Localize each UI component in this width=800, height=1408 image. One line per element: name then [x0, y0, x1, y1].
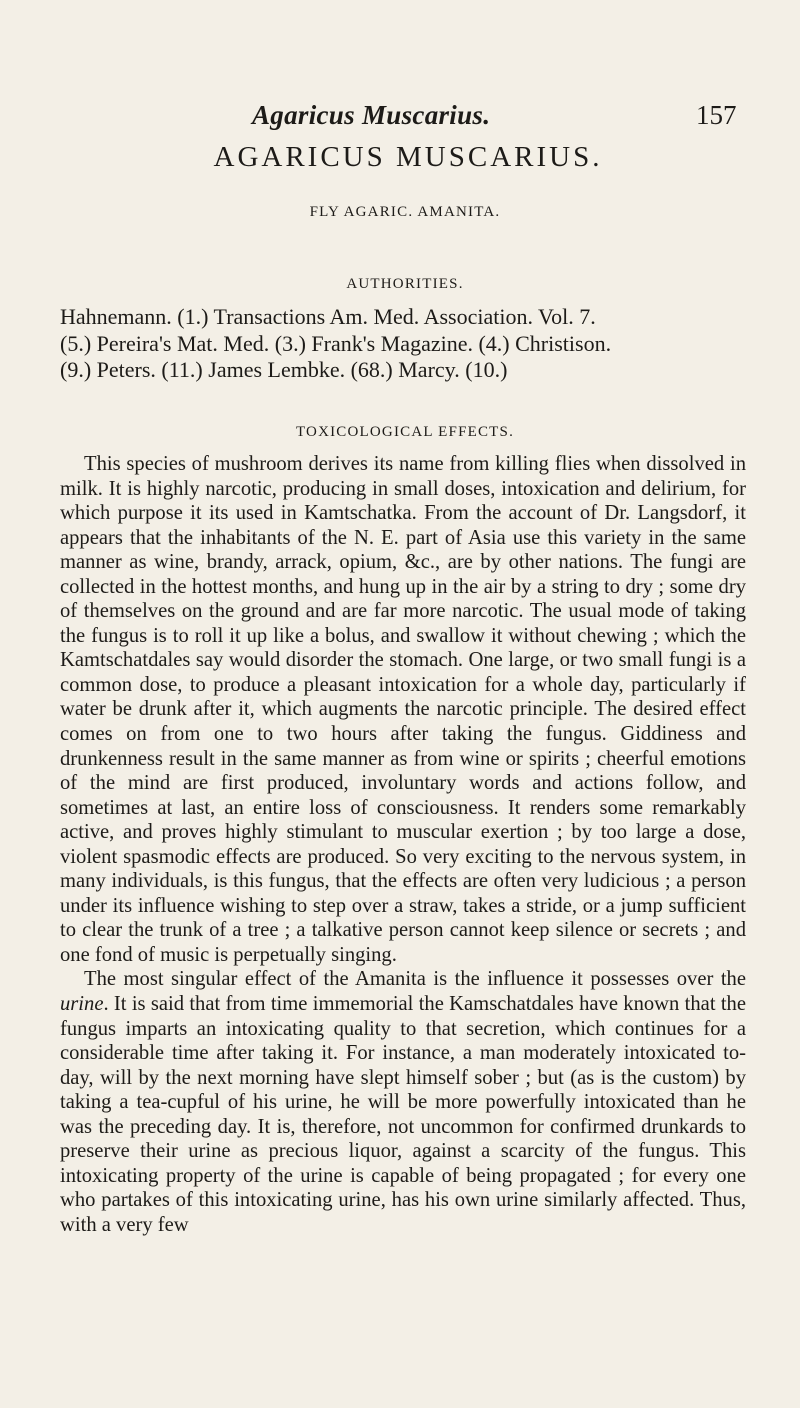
page-title: AGARICUS MUSCARIUS.: [213, 141, 603, 173]
running-title: Agaricus Muscarius.: [252, 100, 491, 130]
authorities-line: (9.) Peters. (11.) James Lembke. (68.) Marcy. (10.): [60, 357, 508, 382]
authorities-list: [60, 304, 746, 384]
subtitle: FLY AGARIC. AMANITA.: [309, 204, 501, 220]
toxicological-heading: TOXICOLOGICAL EFFECTS.: [295, 424, 515, 440]
authorities-line: (5.) Pereira's Mat. Med. (3.) Frank's Magazine. (4.) Christison.: [60, 330, 612, 356]
paragraph-text: . It is said that from time immemorial the Kamschatdales have known that the fungus imparts an intoxicating quality to that secretion, which continues for a considerable time after taking it. For instance, a man moderately intoxicated to-day, will by the next morning have slept himself sober ; but (as is the custom) by taking a tea-cupful of his urine, he will be more powerfully intoxicated than he was the preceding day. It is, therefore, not uncommon for confirmed drunkards to preserve their urine as precious liquor, against a scarcity of the fungus. This intoxicating property of the urine is capable of being propagated ; for every one who partakes of this intoxicating urine, has his own urine similarly affected. Thus, with a very few: [60, 993, 746, 1236]
italic-term: urine: [60, 993, 104, 1016]
authorities-line: Hahnemann. (1.) Transactions Am. Med. Association. Vol. 7.: [60, 304, 596, 329]
page-number: 157: [696, 100, 737, 130]
running-head: [60, 100, 800, 140]
paragraph: [60, 967, 746, 1237]
toxicological-text: [60, 452, 746, 1238]
authorities-heading: AUTHORITIES.: [346, 276, 464, 292]
paragraph-text: The most singular effect of the Amanita is the influence it possesses over the: [84, 968, 746, 991]
paragraph: This species of mushroom derives its name from killing flies when dissolved in milk. It is highly narcotic, producing in small doses, intoxication and delirium, for which purpose it its used in Kamtschatka. From the account of Dr. Langsdorf, it appears that the inhabitants of the N. E. part of Asia use this variety in the same manner as wine, brandy, arrack, opium, &c., are by other nations. The fungi are collected in the hottest months, and hung up in the air by a string to dry ; some dry of themselves on the ground and are far more narcotic. The usual mode of taking the fungus is to roll it up like a bolus, and swallow it without chewing ; which the Kamtschatdales say would disorder the stomach. One large, or two small fungi is a common dose, to produce a pleasant intoxication for a whole day, particularly if water be drunk after it, which augments the narcotic principle. The desired effect comes on from one to two hours after taking the fungus. Giddiness and drunkenness result in the same manner as from wine or spirits ; cheerful emotions of the mind are first produced, involuntary words and actions follow, and sometimes at last, an entire loss of consciousness. It renders some remarkably active, and proves highly stimulant to muscular exertion ; by too large a dose, violent spasmodic effects are produced. So very exciting to the nervous system, in many individuals, is this fungus, that the effects are often very ludicious ; a person under its influence wishing to step over a straw, takes a stride, or a jump sufficient to clear the trunk of a tree ; a talkative person cannot keep silence or secrets ; and one fond of music is perpetually singing.: [60, 453, 746, 966]
